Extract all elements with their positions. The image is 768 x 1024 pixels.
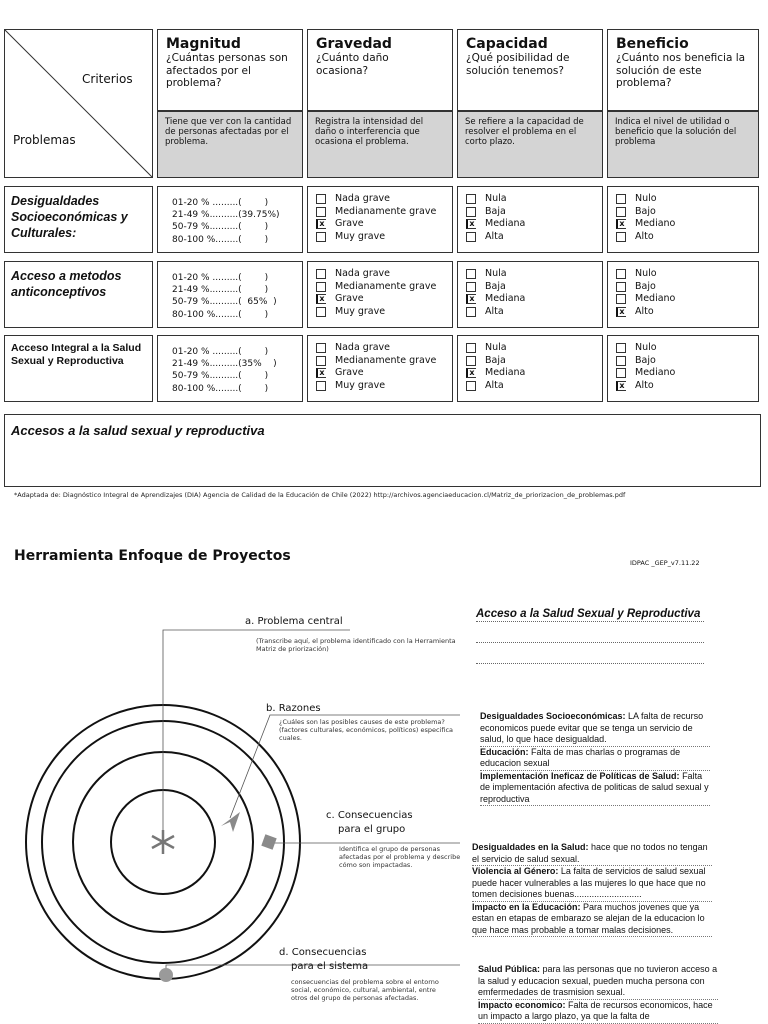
- gravedad-option[interactable]: [316, 367, 452, 380]
- magnitud-range: 50-79 %..........( ): [172, 371, 269, 382]
- option-label: Nada grave: [335, 268, 391, 279]
- answer-item-text: Falta de implementación afectiva de politicas de salud sexual y reproductiva: [480, 770, 709, 804]
- gravedad-option[interactable]: [316, 355, 452, 368]
- problemas-label: Problemas: [13, 133, 76, 147]
- gravedad-option[interactable]: [316, 380, 452, 393]
- magnitud-range: 21-49 %..........(35% ): [172, 359, 277, 370]
- beneficio-option[interactable]: [616, 231, 758, 244]
- magnitud-range: 01-20 % .........( ): [172, 198, 269, 208]
- checkbox[interactable]: [316, 207, 326, 217]
- checkbox[interactable]: [616, 356, 626, 366]
- magnitud-cell: [157, 335, 303, 402]
- option-label: Baja: [485, 205, 506, 217]
- capacidad-option[interactable]: [466, 281, 602, 294]
- beneficio-option[interactable]: [616, 342, 758, 355]
- checkbox[interactable]: [466, 207, 476, 217]
- checkbox[interactable]: [316, 282, 326, 292]
- magnitud-range: 01-20 % .........( ): [172, 273, 269, 283]
- magnitud-range: 01-20 % .........( ): [172, 347, 269, 357]
- option-label: Medianamente grave: [335, 354, 437, 366]
- option-label: Nula: [485, 268, 507, 279]
- selected-problem-box: [4, 414, 761, 487]
- option-label: Nulo: [635, 342, 657, 353]
- tool-title: Herramienta Enfoque de Proyectos: [14, 548, 291, 564]
- beneficio-option[interactable]: [616, 281, 758, 294]
- gravedad-cell: [307, 186, 453, 253]
- gravedad-cell: [307, 261, 453, 328]
- matrix-corner-cell: [4, 29, 153, 178]
- desc-b: ¿Cuáles son las posibles causes de este problema? (factores culturales, económicos, políticos) especifica cuales.: [279, 718, 454, 742]
- checkbox[interactable]: [466, 194, 476, 204]
- magnitud-range: 50-79 %..........( ): [172, 222, 269, 233]
- label-a: a. Problema central: [245, 616, 343, 627]
- beneficio-cell: [607, 261, 759, 328]
- capacidad-option[interactable]: [466, 293, 602, 306]
- tool-code: IDPAC _GEP_v7.11.22: [630, 559, 700, 567]
- criterion-beneficio-header: [607, 29, 759, 111]
- beneficio-option[interactable]: [616, 218, 758, 231]
- beneficio-option[interactable]: [616, 206, 758, 219]
- star-marker: [152, 830, 174, 854]
- answer-c-list: [472, 842, 712, 937]
- capacidad-option[interactable]: [466, 231, 602, 244]
- problem-cell: [4, 335, 153, 402]
- beneficio-option[interactable]: [616, 380, 758, 393]
- capacidad-option[interactable]: [466, 268, 602, 281]
- option-label: Medianamente grave: [335, 280, 437, 292]
- magnitud-range: 80-100 %........( ): [172, 234, 269, 245]
- checkbox[interactable]: [316, 356, 326, 366]
- problem-cell: [4, 186, 153, 253]
- answer-d-list: [478, 964, 718, 1024]
- checkbox[interactable]: [466, 343, 476, 353]
- checkbox[interactable]: [616, 343, 626, 353]
- answer-item-text: para las personas que no tuvieron acceso a la salud y educacion sexual, pueden mucha persona con emfermedades de trasmision sexual.: [478, 964, 718, 997]
- option-label: Bajo: [635, 280, 656, 292]
- criterion-question: ¿Qué posibilidad de solución tenemos?: [466, 52, 570, 77]
- magnitud-cell: [157, 186, 303, 253]
- answer-item: [480, 771, 710, 807]
- criterion-question: ¿Cuántas personas son afectados por el problema?: [166, 52, 288, 89]
- option-label: Grave: [335, 367, 364, 378]
- capacidad-option[interactable]: [466, 367, 602, 380]
- option-label: Mediana: [485, 218, 526, 229]
- criterios-label: Criterios: [82, 72, 133, 86]
- answer-item-heading: Implementación Ineficaz de Políticas de Salud:: [480, 770, 680, 781]
- answer-item-heading: Violencia al Género:: [472, 866, 559, 876]
- checkbox[interactable]: [316, 232, 326, 242]
- footnote: *Adaptada de: Diagnóstico Integral de Aprendizajes (DIA) Agencia de Calidad de la Educación de Chile (2022) http://archivos.agenciaeducacion.cl/Matriz_de_priorizacion_de_problemas.pdf: [14, 491, 626, 499]
- answer-item-heading: Desigualdades Socioeconómicas:: [480, 711, 626, 721]
- option-label: Alta: [485, 230, 504, 242]
- capacidad-option[interactable]: [466, 206, 602, 219]
- beneficio-option[interactable]: [616, 193, 758, 206]
- gravedad-option[interactable]: [316, 268, 452, 281]
- answer-item-heading: Educación:: [480, 746, 529, 757]
- answer-b-list: [480, 711, 710, 806]
- label-c1: c. Consecuencias: [326, 810, 413, 821]
- option-label: Mediana: [485, 293, 526, 304]
- answer-a-text: Acceso a la Salud Sexual y Reproductiva: [476, 608, 704, 622]
- criterion-title: Magnitud: [166, 36, 241, 52]
- square-marker: [261, 834, 276, 849]
- checkbox[interactable]: [316, 381, 326, 391]
- gravedad-option[interactable]: [316, 281, 452, 294]
- option-label: Mediano: [635, 218, 676, 229]
- option-label: Mediana: [485, 367, 526, 378]
- option-label: Nada grave: [335, 342, 391, 353]
- checkbox[interactable]: [316, 194, 326, 204]
- checkbox[interactable]: [466, 232, 476, 242]
- corner-diagonal: [5, 30, 152, 177]
- checkbox[interactable]: x: [616, 219, 626, 229]
- answer-item: [472, 866, 712, 902]
- checkbox[interactable]: [616, 194, 626, 204]
- checkbox[interactable]: [466, 269, 476, 279]
- capacidad-cell: [457, 186, 603, 253]
- criterion-magnitud-description: Tiene que ver con la cantidad de personas afectadas por el problema.: [157, 111, 303, 178]
- option-label: Nula: [485, 193, 507, 204]
- answer-item-text: LA falta de recurso economicos puede evitar que se tenga un servicio de salud, lo que hace desigualdad.: [480, 711, 704, 744]
- criterion-magnitud-header: [157, 29, 303, 111]
- problem-name: Acceso a metodos anticonceptivos: [11, 269, 122, 299]
- gravedad-option[interactable]: [316, 193, 452, 206]
- checkbox[interactable]: [466, 356, 476, 366]
- option-label: Muy grave: [335, 379, 386, 391]
- checkbox[interactable]: [466, 282, 476, 292]
- gravedad-option[interactable]: [316, 293, 452, 306]
- capacidad-option[interactable]: [466, 380, 602, 393]
- option-label: Alto: [635, 230, 654, 242]
- answer-item: [480, 747, 710, 771]
- option-label: Grave: [335, 218, 364, 229]
- answer-item-text: Falta de recursos economicos, hace un impacto a largo plazo, ya que la falta de: [478, 999, 713, 1021]
- criterion-gravedad-description: Registra la intensidad del daño o interferencia que ocasiona el problema.: [307, 111, 453, 178]
- capacidad-option[interactable]: [466, 355, 602, 368]
- answer-item-heading: Impacto en la Educación:: [472, 901, 581, 912]
- selected-problem-text: Accesos a la salud sexual y reproductiva: [11, 423, 265, 438]
- gravedad-option[interactable]: [316, 306, 452, 319]
- checkbox[interactable]: x: [466, 219, 476, 229]
- option-label: Nula: [485, 342, 507, 353]
- beneficio-cell: [607, 186, 759, 253]
- checkbox[interactable]: x: [616, 307, 626, 317]
- beneficio-option[interactable]: [616, 367, 758, 380]
- checkbox[interactable]: [616, 368, 626, 378]
- checkbox[interactable]: [466, 381, 476, 391]
- checkbox[interactable]: [616, 232, 626, 242]
- criterion-capacidad-header: [457, 29, 603, 111]
- checkbox[interactable]: [616, 269, 626, 279]
- magnitud-range: 21-49 %..........(39.75%): [172, 210, 280, 221]
- answer-item: [480, 711, 710, 747]
- option-label: Bajo: [635, 354, 656, 366]
- problem-name: Desigualdades Socioeconómicas y Culturales:: [11, 194, 128, 240]
- criterion-title: Beneficio: [616, 36, 689, 52]
- checkbox[interactable]: [316, 343, 326, 353]
- answer-item-heading: Impacto economico:: [478, 999, 566, 1010]
- answer-a: [476, 608, 704, 664]
- option-label: Grave: [335, 293, 364, 304]
- option-label: Alto: [635, 305, 654, 317]
- answer-a-line: [476, 622, 704, 643]
- answer-item-heading: Salud Pública:: [478, 964, 541, 974]
- option-label: Baja: [485, 354, 506, 366]
- criterion-gravedad-header: [307, 29, 453, 111]
- beneficio-option[interactable]: [616, 306, 758, 319]
- beneficio-cell: [607, 335, 759, 402]
- label-b: b. Razones: [266, 703, 321, 714]
- gravedad-option[interactable]: [316, 231, 452, 244]
- answer-item-heading: Desigualdades en la Salud:: [472, 842, 589, 852]
- magnitud-range: 80-100 %........( ): [172, 383, 269, 394]
- criterion-title: Capacidad: [466, 36, 548, 52]
- option-label: Nulo: [635, 268, 657, 279]
- criterion-question: ¿Cuánto nos beneficia la solución de este problema?: [616, 52, 746, 89]
- gravedad-option[interactable]: [316, 206, 452, 219]
- answer-item: [478, 964, 718, 1000]
- checkbox[interactable]: x: [466, 294, 476, 304]
- checkbox[interactable]: [616, 207, 626, 217]
- checkbox[interactable]: x: [316, 294, 326, 304]
- answer-item: [478, 1000, 718, 1024]
- magnitud-range: 80-100 %........( ): [172, 309, 269, 320]
- capacidad-option[interactable]: [466, 342, 602, 355]
- gravedad-option[interactable]: [316, 342, 452, 355]
- option-label: Nada grave: [335, 193, 391, 204]
- magnitud-range: 50-79 %..........( 65% ): [172, 297, 277, 308]
- option-label: Mediano: [635, 367, 676, 378]
- capacidad-option[interactable]: [466, 306, 602, 319]
- capacidad-cell: [457, 335, 603, 402]
- answer-item-text: hace que no todos no tengan el servicio de salud sexual.: [472, 842, 708, 864]
- label-d2: para el sistema: [291, 961, 369, 972]
- capacidad-cell: [457, 261, 603, 328]
- criterion-question: ¿Cuánto daño ocasiona?: [316, 52, 389, 77]
- magnitud-range: 21-49 %..........( ): [172, 285, 269, 296]
- beneficio-option[interactable]: [616, 268, 758, 281]
- option-label: Baja: [485, 280, 506, 292]
- checkbox[interactable]: [616, 294, 626, 304]
- option-label: Alto: [635, 379, 654, 391]
- criterion-title: Gravedad: [316, 36, 392, 52]
- checkbox[interactable]: [616, 282, 626, 292]
- capacidad-option[interactable]: [466, 193, 602, 206]
- problem-cell: [4, 261, 153, 328]
- checkbox[interactable]: x: [616, 381, 626, 391]
- beneficio-option[interactable]: [616, 355, 758, 368]
- option-label: Mediano: [635, 293, 676, 304]
- desc-a: (Transcribe aquí, el problema identificado con la Herramienta Matriz de priorización): [256, 637, 456, 653]
- checkbox[interactable]: [316, 307, 326, 317]
- option-label: Bajo: [635, 205, 656, 217]
- gravedad-cell: [307, 335, 453, 402]
- option-label: Medianamente grave: [335, 205, 437, 217]
- desc-d: consecuencias del problema sobre el entorno social, económico, cultural, ambiental, entre otros del grupo de personas afectadas.: [291, 978, 439, 1002]
- answer-item: [472, 842, 712, 866]
- checkbox[interactable]: x: [316, 219, 326, 229]
- label-c2: para el grupo: [338, 824, 406, 835]
- answer-item-text: Falta de mas charlas o programas de educacion sexual: [480, 746, 681, 768]
- criterion-capacidad-description: Se refiere a la capacidad de resolver el problema en el corto plazo.: [457, 111, 603, 178]
- criterion-beneficio-description: Indica el nivel de utilidad o beneficio que la solución del problema: [607, 111, 759, 178]
- option-label: Muy grave: [335, 305, 386, 317]
- option-label: Alta: [485, 305, 504, 317]
- answer-a-line: [476, 643, 704, 664]
- option-label: Alta: [485, 379, 504, 391]
- beneficio-option[interactable]: [616, 293, 758, 306]
- capacidad-option[interactable]: [466, 218, 602, 231]
- arrow-marker: [221, 812, 240, 832]
- checkbox[interactable]: x: [316, 368, 326, 378]
- circle-marker: [159, 968, 173, 982]
- answer-item: [472, 902, 712, 938]
- gravedad-option[interactable]: [316, 218, 452, 231]
- checkbox[interactable]: x: [466, 368, 476, 378]
- label-d1: d. Consecuencias: [279, 947, 367, 958]
- desc-c: Identifica el grupo de personas afectadas por el problema y describe cómo son impactadas.: [339, 845, 461, 869]
- checkbox[interactable]: [466, 307, 476, 317]
- checkbox[interactable]: [316, 269, 326, 279]
- option-label: Nulo: [635, 193, 657, 204]
- problem-name: Acceso Integral a la Salud Sexual y Reproductiva: [11, 342, 142, 367]
- answer-item-text: Para muchos jovenes que ya estan en etapas de embarazo se alejan de la educacion lo que hace mas probable a tomar malas decisiones.: [472, 901, 705, 935]
- option-label: Muy grave: [335, 230, 386, 242]
- answer-item-text: La falta de servicios de salud sexual puede hacer vulnerables a las mujeres lo que hace que no tomen decisiones buenas...........................: [472, 866, 706, 899]
- magnitud-cell: [157, 261, 303, 328]
